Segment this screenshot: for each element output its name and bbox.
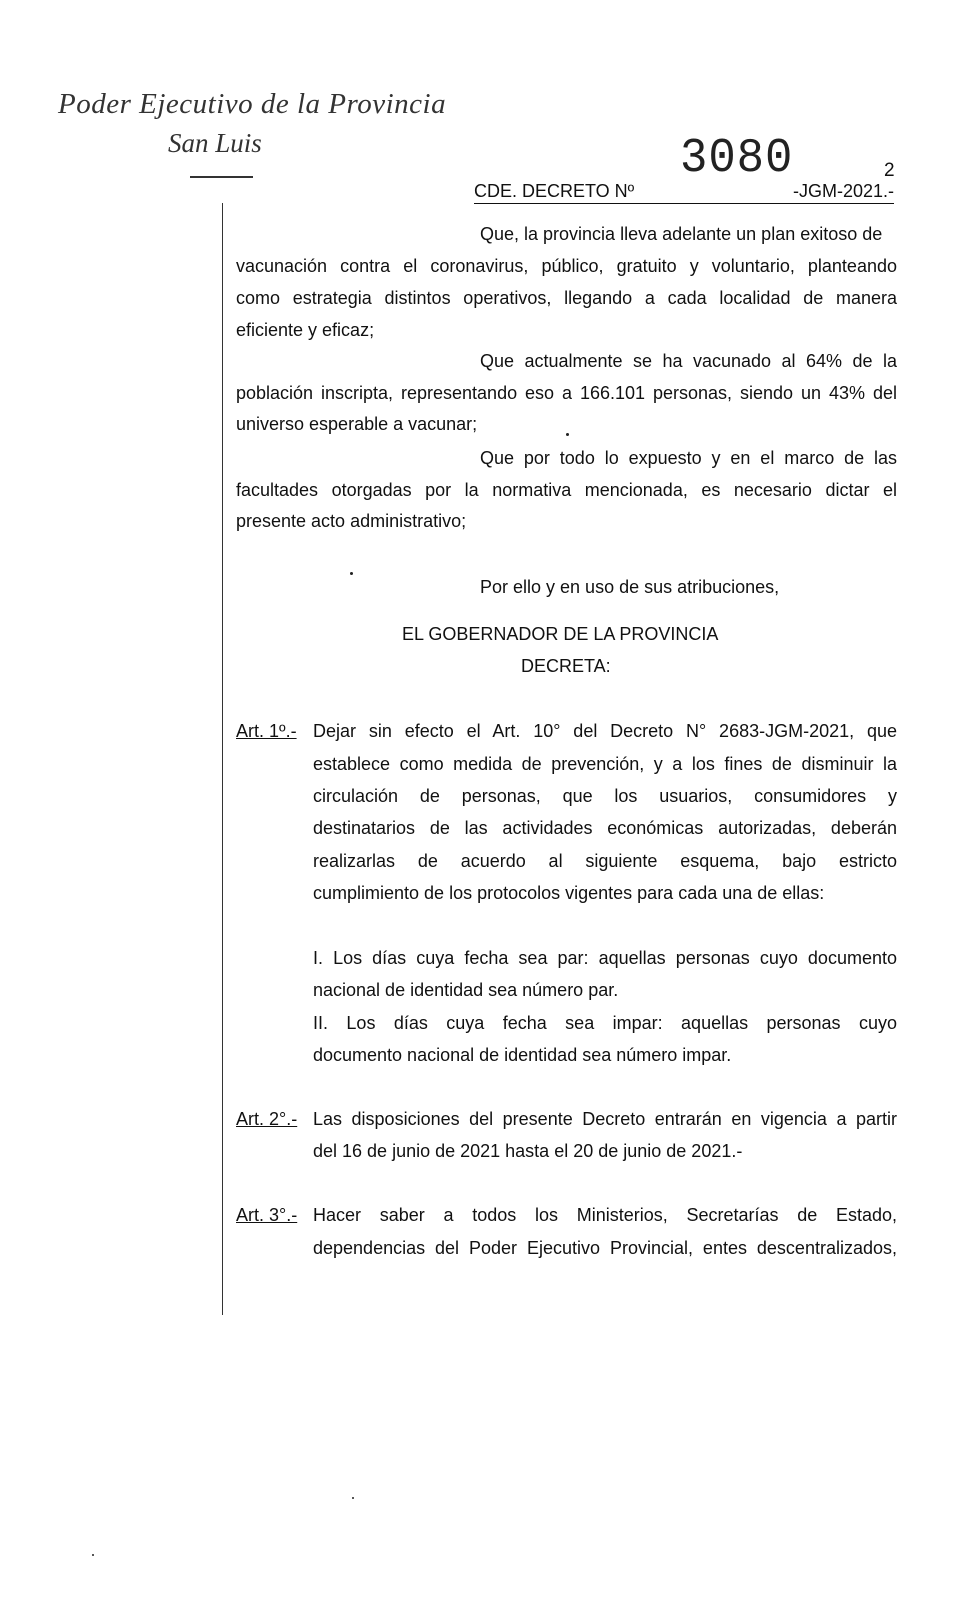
por-ello-line: Por ello y en uso de sus atribuciones, (480, 577, 780, 597)
considerando-3-line-3: presente acto administrativo; (236, 511, 467, 531)
article-1-label: Art. 1º.- (236, 721, 297, 741)
decree-reference-prefix: CDE. DECRETO Nº (474, 181, 635, 201)
considerando-1-line-1: Que, la provincia lleva adelante un plan exitoso de (480, 224, 883, 244)
considerando-1-line-4: eficiente y eficaz; (236, 320, 375, 340)
considerando-2-line-1: Que actualmente se ha vacunado al 64% de la (480, 351, 897, 371)
article-3-label: Art. 3°.- (236, 1205, 298, 1225)
margin-rule (222, 203, 223, 1315)
decree-number-stamp: 3080 (680, 132, 794, 186)
scan-speck (92, 1554, 94, 1556)
article-1-line: circulación de personas, que los usuarios, consumidores y (313, 786, 897, 806)
article-1-line: realizarlas de acuerdo al siguiente esquema, bajo estricto (313, 851, 897, 871)
letterhead-title: Poder Ejecutivo de la Provincia (58, 88, 447, 120)
decreta-heading: DECRETA: (521, 656, 611, 676)
scan-speck (566, 433, 569, 436)
decree-reference-suffix: -JGM-2021.- (792, 181, 894, 201)
article-1-line: destinatarios de las actividades económicas autorizadas, deberán (313, 818, 897, 838)
article-1-line: cumplimiento de los protocolos vigentes para cada una de ellas: (313, 883, 825, 903)
decree-reference-line (474, 181, 894, 204)
article-1-line: establece como medida de prevención, y a los fines de disminuir la (313, 754, 897, 774)
article-2-line: del 16 de junio de 2021 hasta el 20 de junio de 2021.- (313, 1141, 743, 1161)
article-1-item-2-line-2: documento nacional de identidad sea número impar. (313, 1045, 732, 1065)
considerando-2-line-2: población inscripta, representando eso a 166.101 personas, siendo un 43% del (236, 383, 897, 403)
letterhead-rule (190, 176, 253, 178)
article-1-line: Dejar sin efecto el Art. 10° del Decreto N° 2683-JGM-2021, que (313, 721, 897, 741)
considerando-1-line-3: como estrategia distintos operativos, llegando a cada localidad de manera (236, 288, 897, 308)
letterhead-subtitle: San Luis (168, 128, 262, 158)
scan-speck (350, 572, 353, 575)
article-1-item-1-line-1: I. Los días cuya fecha sea par: aquellas personas cuyo documento (313, 948, 897, 968)
considerando-1-line-2: vacunación contra el coronavirus, público, gratuito y voluntario, planteando (236, 256, 897, 276)
page-number: 2 (884, 160, 895, 181)
article-2-line: Las disposiciones del presente Decreto entrarán en vigencia a partir (313, 1109, 897, 1129)
considerando-3-line-1: Que por todo lo expuesto y en el marco de las (480, 448, 897, 468)
article-3-line: dependencias del Poder Ejecutivo Provincial, entes descentralizados, (313, 1238, 897, 1258)
article-1-item-1-line-2: nacional de identidad sea número par. (313, 980, 619, 1000)
gobernador-heading: EL GOBERNADOR DE LA PROVINCIA (402, 624, 719, 644)
article-1-item-2-line-1: II. Los días cuya fecha sea impar: aquellas personas cuyo (313, 1013, 897, 1033)
article-3-line: Hacer saber a todos los Ministerios, Secretarías de Estado, (313, 1205, 897, 1225)
considerando-2-line-3: universo esperable a vacunar; (236, 414, 478, 434)
scan-speck (352, 1497, 354, 1499)
article-2-label: Art. 2°.- (236, 1109, 298, 1129)
considerando-3-line-2: facultades otorgadas por la normativa mencionada, es necesario dictar el (236, 480, 897, 500)
